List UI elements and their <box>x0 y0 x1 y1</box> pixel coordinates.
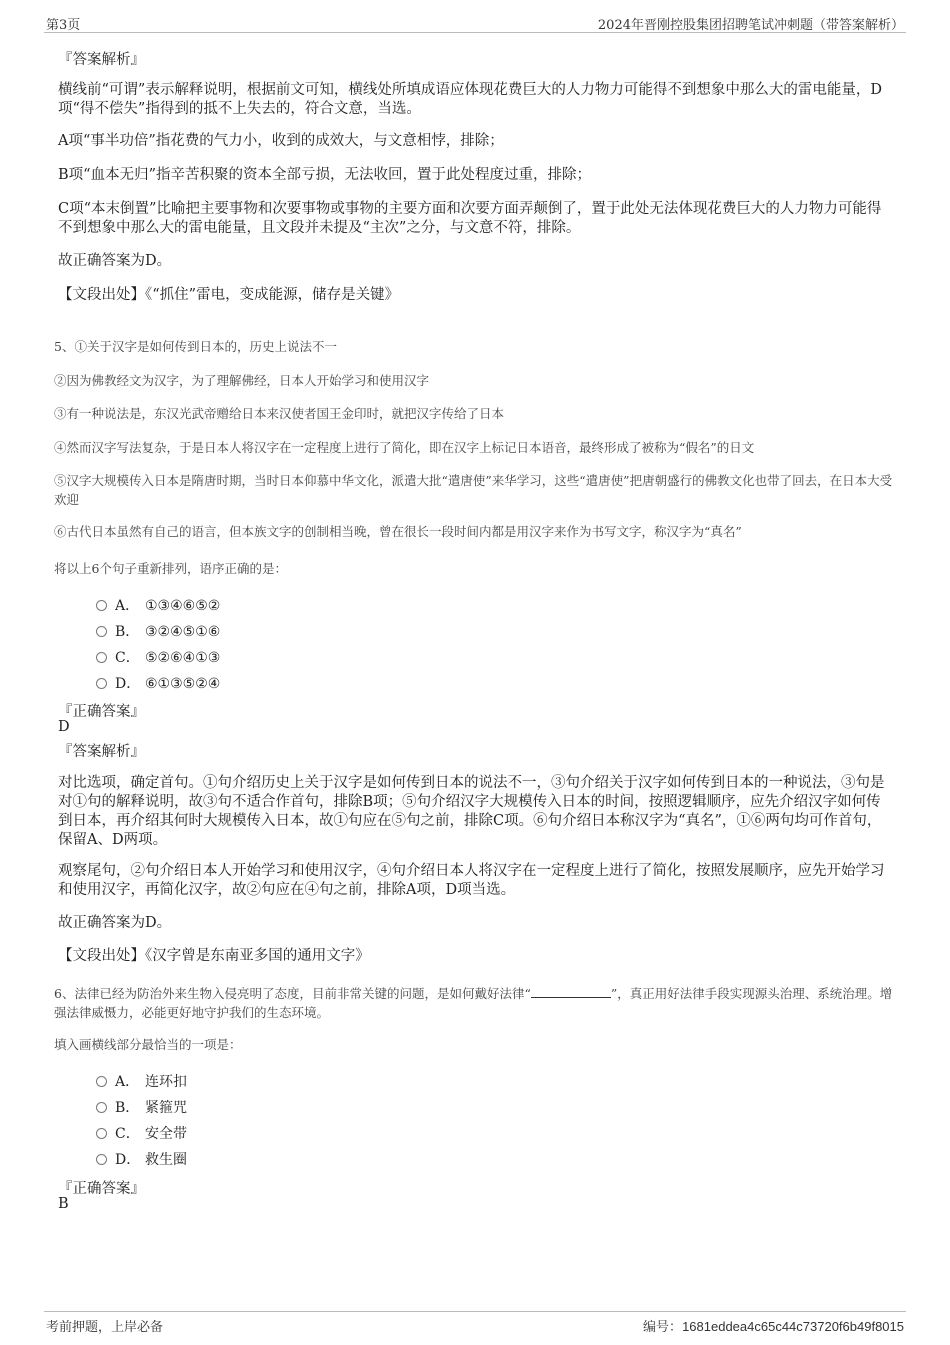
analysis-paragraph: 对比选项，确定首句。①句介绍历史上关于汉字是如何传到日本的说法不一，③句介绍关于汉字如何传到日本的一种说法，③句是对①句的解释说明，故③句不适合作首句，排除B项；⑤句介绍汉字大规模传入日本的时间，按照逻辑顺序，应先介绍汉字如何传到日本，再介绍其何时大规模传入日本，故①句应在⑤句之前，排除C项。⑥句介绍日本称汉字为“真名”，①⑥两句均可作首句，保留A、D两项。 <box>58 775 885 848</box>
analysis-heading: 『答案解析』 <box>58 52 145 68</box>
radio-icon[interactable] <box>96 1102 107 1113</box>
question-stem: 6、法律已经为防治外来生物入侵亮明了态度，目前非常关键的问题，是如何戴好法律“ ”，真正用好法律手段实现源头治理、系统治理。增强法律威慑力，必能更好地守护我们的生态环境。 <box>54 986 893 1020</box>
option-d[interactable]: D． 救生圈 <box>96 1149 187 1169</box>
page-footer <box>44 1311 906 1336</box>
correct-answer: D <box>58 719 70 735</box>
analysis-paragraph: A项“事半功倍”指花费的气力小，收到的成效大，与文意相悖，排除； <box>58 133 504 149</box>
radio-icon[interactable] <box>96 600 107 611</box>
radio-icon[interactable] <box>96 1128 107 1139</box>
option-a[interactable]: A． ①③④⑥⑤② <box>96 595 220 615</box>
analysis-paragraph: B项“血本无归”指辛苦积聚的资本全部亏损，无法收回，置于此处程度过重，排除； <box>58 167 591 183</box>
option-d[interactable]: D． ⑥①③⑤②④ <box>96 673 220 693</box>
document-code: 编号：1681eddea4c65c44c73720f6b49f8015 <box>643 1319 904 1335</box>
question-prompt: 将以上6个句子重新排列，语序正确的是： <box>54 561 287 576</box>
question-sentence: ⑥古代日本虽然有自己的语言，但本族文字的创制相当晚，曾在很长一段时间内都是用汉字来作为书写文字，称汉字为“真名” <box>54 524 742 539</box>
correct-answer-heading: 『正确答案』 <box>58 704 145 720</box>
source-citation: 【文段出处】《“抓住”雷电，变成能源，储存是关键》 <box>58 287 400 303</box>
question-sentence: ②因为佛教经文为汉字，为了理解佛经，日本人开始学习和使用汉字 <box>54 373 430 388</box>
page-number: 第3页 <box>46 18 81 33</box>
correct-answer-heading: 『正确答案』 <box>58 1181 145 1197</box>
option-b[interactable]: B． 紧箍咒 <box>96 1097 187 1117</box>
question-sentence: 5、①关于汉字是如何传到日本的，历史上说法不一 <box>54 339 337 354</box>
question-sentence: ③有一种说法是，东汉光武帝赠给日本来汉使者国王金印时，就把汉字传给了日本 <box>54 406 505 421</box>
option-a[interactable]: A． 连环扣 <box>96 1071 187 1091</box>
option-c[interactable]: C． 安全带 <box>96 1123 187 1143</box>
question-sentence: ④然而汉字写法复杂，于是日本人将汉字在一定程度上进行了简化，即在汉字上标记日本语音，最终形成了被称为“假名”的日文 <box>54 440 755 455</box>
radio-icon[interactable] <box>96 678 107 689</box>
option-b[interactable]: B． ③②④⑤①⑥ <box>96 621 220 641</box>
radio-icon[interactable] <box>96 652 107 663</box>
analysis-paragraph: C项“本末倒置”比喻把主要事物和次要事物或事物的主要方面和次要方面弄颠倒了，置于此处无法体现花费巨大的人力物力可能得不到想象中那么大的雷电能量，且文段并未提及“主次”之分，与文意不符，排除。 <box>58 201 882 236</box>
option-c[interactable]: C． ⑤②⑥④①③ <box>96 647 220 667</box>
footer-slogan: 考前押题，上岸必备 <box>46 1320 164 1335</box>
question-prompt: 填入画横线部分最恰当的一项是： <box>54 1037 242 1052</box>
analysis-heading: 『答案解析』 <box>58 744 145 760</box>
correct-answer: B <box>58 1196 69 1212</box>
question-sentence: ⑤汉字大规模传入日本是隋唐时期，当时日本仰慕中华文化，派遣大批“遣唐使”来华学习，这些“遣唐使”把唐朝盛行的佛教文化也带了回去，在日本大受欢迎 <box>54 473 893 507</box>
analysis-paragraph: 观察尾句，②句介绍日本人开始学习和使用汉字，④句介绍日本人将汉字在一定程度上进行了简化，按照发展顺序，应先开始学习和使用汉字，再简化汉字，故②句应在④句之前，排除A项，D项当选。 <box>58 863 885 898</box>
fill-blank <box>531 985 611 998</box>
analysis-paragraph: 横线前“可谓”表示解释说明，根据前文可知，横线处所填成语应体现花费巨大的人力物力可能得不到想象中那么大的雷电能量，D项“得不偿失”指得到的抵不上失去的，符合文意，当选。 <box>58 82 882 117</box>
page-header <box>44 14 906 33</box>
document-title: 2024年晋刚控股集团招聘笔试冲刺题（带答案解析） <box>597 18 904 33</box>
radio-icon[interactable] <box>96 1154 107 1165</box>
radio-icon[interactable] <box>96 1076 107 1087</box>
source-citation: 【文段出处】《汉字曾是东南亚多国的通用文字》 <box>58 948 370 964</box>
radio-icon[interactable] <box>96 626 107 637</box>
answer-statement: 故正确答案为D。 <box>58 915 172 931</box>
answer-statement: 故正确答案为D。 <box>58 253 172 269</box>
